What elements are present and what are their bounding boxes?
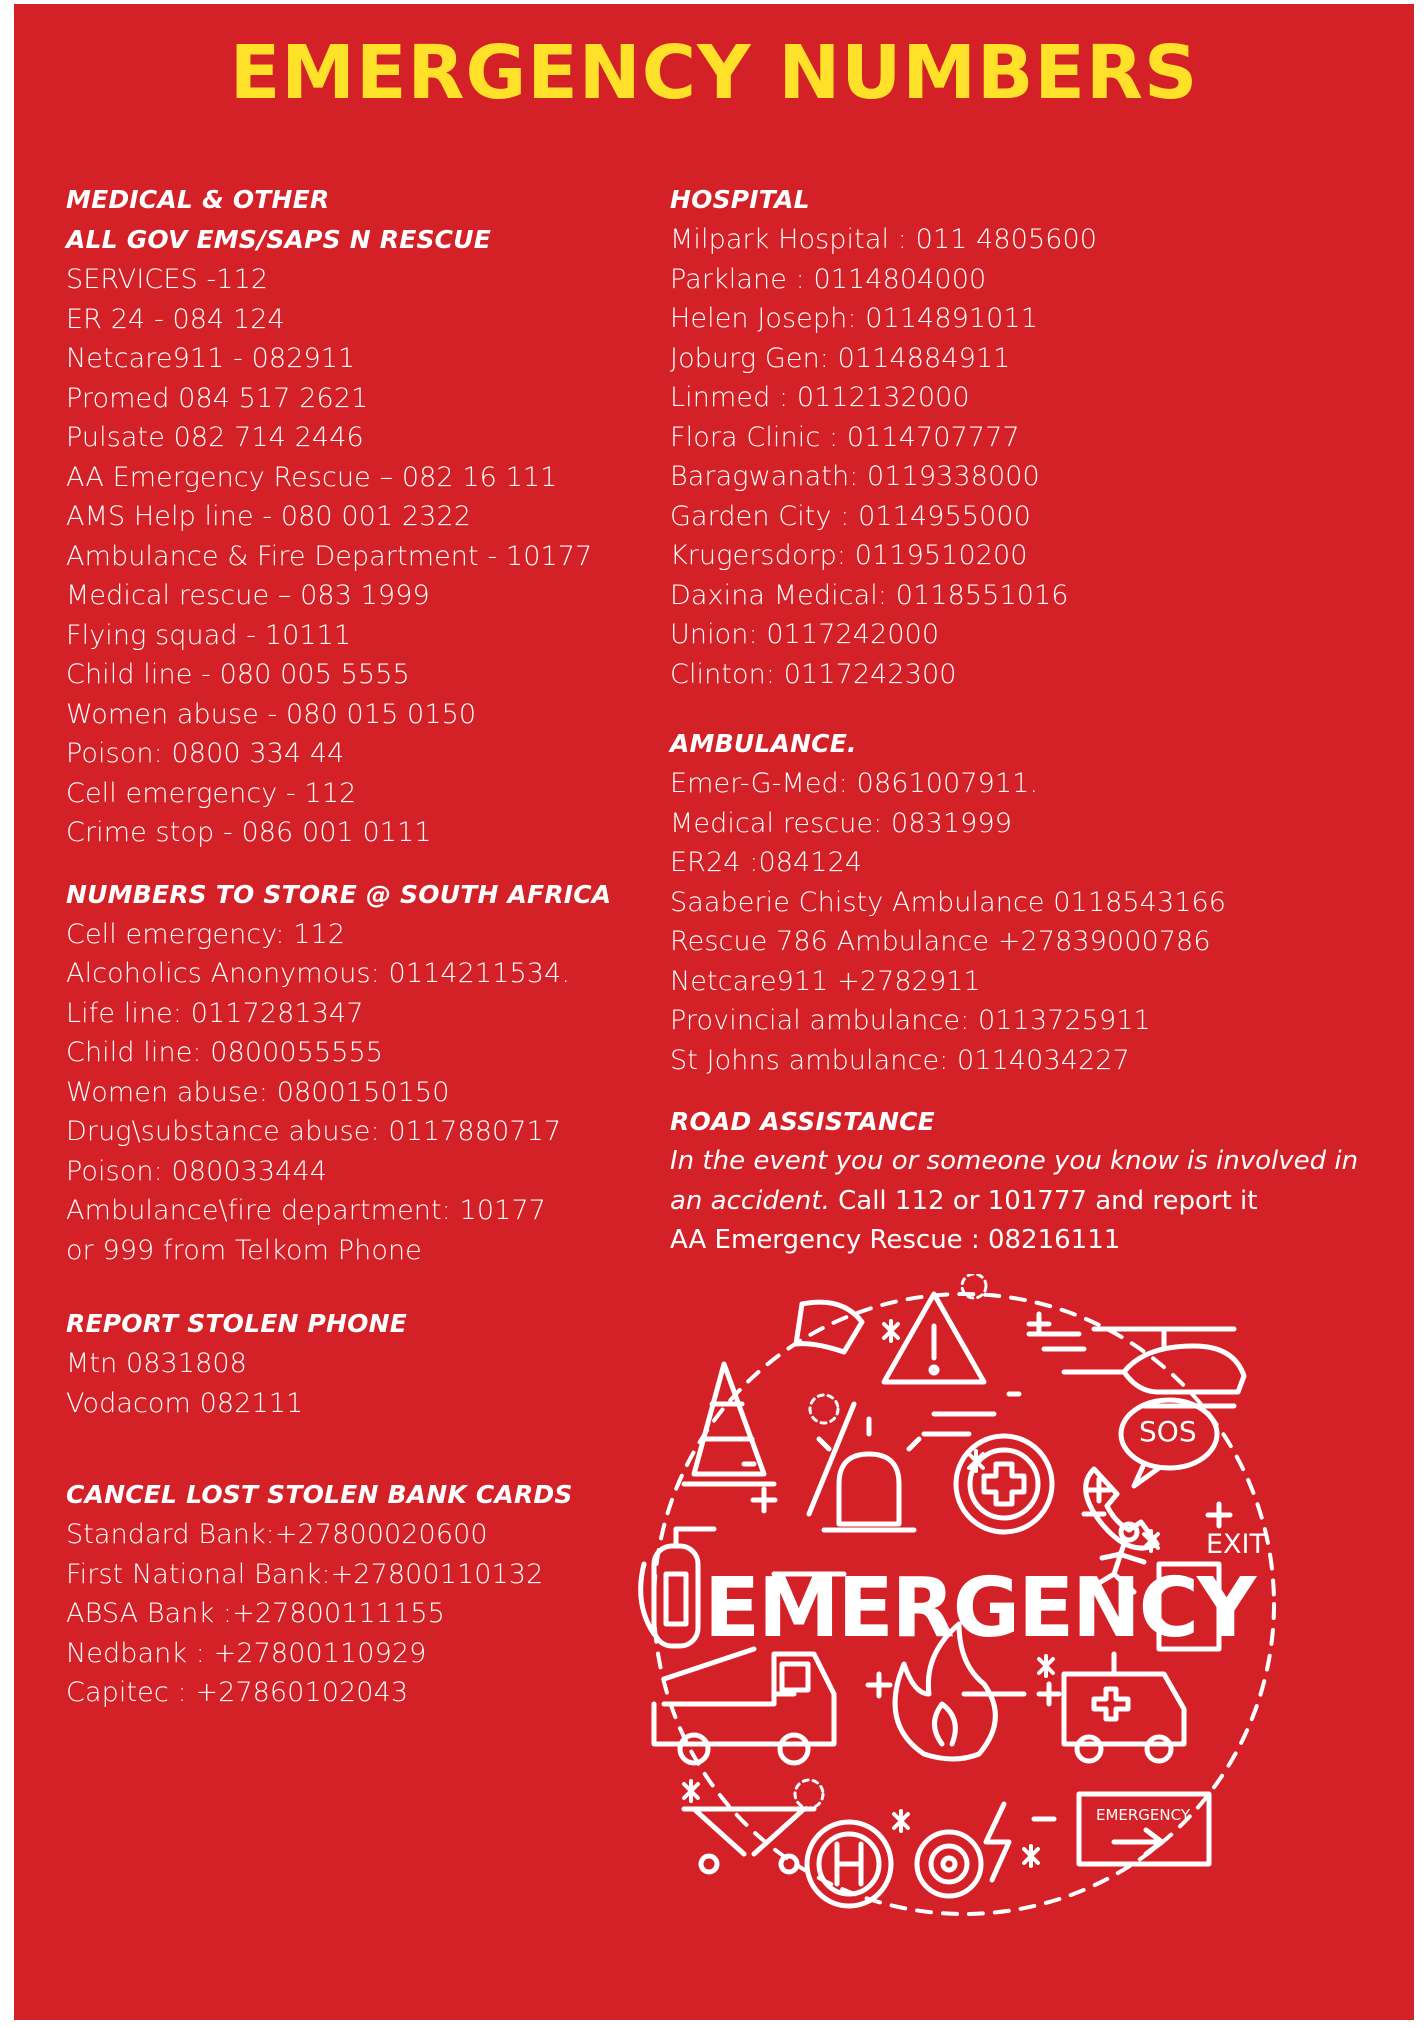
road-note-line-1: In the event you or someone you know is involved in	[670, 1146, 1359, 1176]
list-item: Netcare911 - 082911	[66, 343, 356, 374]
list-item: Women abuse - 080 015 0150	[66, 698, 477, 730]
list-item: Cell emergency - 112	[66, 777, 357, 809]
emergency-illustration	[624, 1274, 1344, 1934]
bank-cards-heading: CANCEL LOST STOLEN BANK CARDS	[66, 1480, 573, 1509]
list-item: Crime stop - 086 001 0111	[66, 817, 432, 848]
list-item: Medical rescue – 083 1999	[66, 580, 430, 611]
ambulance-section	[670, 724, 1390, 1080]
list-item: Cell emergency: 112	[66, 918, 346, 950]
store-heading: NUMBERS TO STORE @ SOUTH AFRICA	[66, 879, 612, 909]
list-item: Provincial ambulance: 0113725911	[670, 1005, 1151, 1036]
list-item: Saaberie Chisty Ambulance 0118543166	[670, 886, 1227, 918]
list-item: or 999 from Telkom Phone	[66, 1234, 422, 1266]
axe-icon	[796, 1302, 862, 1514]
left-column	[66, 180, 666, 1735]
list-item: SERVICES -112	[66, 264, 269, 295]
list-item: ER24 :084124	[670, 847, 863, 878]
stretcher-icon	[684, 1809, 814, 1872]
list-item: ABSA Bank :+27800111155	[66, 1598, 445, 1629]
list-item: Poison: 080033444	[66, 1155, 328, 1187]
sos-label: SOS	[1139, 1415, 1197, 1448]
first-aid-icon	[956, 1436, 1052, 1532]
hospital-section	[670, 180, 1390, 694]
stolen-phone-section	[66, 1304, 666, 1423]
list-item: Mtn 0831808	[66, 1348, 247, 1379]
list-item: Alcoholics Anonymous: 0114211534.	[66, 958, 570, 989]
list-item: Poison: 0800 334 44	[66, 738, 345, 769]
right-column	[670, 180, 1390, 1283]
list-item: Pulsate 082 714 2446	[66, 422, 364, 453]
fire-truck-icon	[654, 1649, 834, 1763]
ambulance-heading: AMBULANCE.	[670, 729, 857, 758]
list-item: Ambulance & Fire Department - 10177	[66, 540, 593, 572]
traffic-cone-icon	[684, 1364, 774, 1484]
fire-extinguisher-icon	[641, 1529, 714, 1646]
store-section	[66, 875, 666, 1271]
siren-icon	[819, 1419, 919, 1530]
list-item: AMS Help line - 080 001 2322	[66, 501, 472, 532]
list-item: Helen Joseph: 0114891011	[670, 303, 1038, 334]
emergency-arrow-sign-icon	[1079, 1794, 1209, 1864]
list-item: Milpark Hospital : 011 4805600	[670, 224, 1098, 255]
list-item: Ambulance\fire department: 10177	[66, 1195, 546, 1226]
medical-section	[66, 180, 666, 853]
list-item: Garden City : 0114955000	[670, 500, 1031, 532]
list-item: Life line: 0117281347	[66, 997, 364, 1029]
list-item: Flying squad - 10111	[66, 619, 352, 651]
list-item: Parklane : 0114804000	[670, 263, 987, 295]
list-item: Drug\substance abuse: 0117880717	[66, 1116, 562, 1147]
list-item: AA Emergency Rescue – 082 16 111	[66, 461, 558, 493]
emergency-poster	[14, 4, 1414, 2020]
list-item: Daxina Medical: 0118551016	[670, 579, 1069, 611]
list-item: Flora Clinic : 0114707777	[670, 421, 1020, 453]
list-item: Child line: 0800055555	[66, 1037, 384, 1068]
fire-hose-icon	[917, 1832, 981, 1896]
list-item: Netcare911 +2782911	[670, 965, 981, 997]
bank-cards-section	[66, 1475, 666, 1713]
list-item: Linmed : 0112132000	[670, 382, 970, 413]
gov-rescue-heading: ALL GOV EMS/SAPS N RESCUE	[66, 225, 492, 254]
list-item: First National Bank:+27800110132	[66, 1558, 544, 1590]
list-item: Child line - 080 005 5555	[66, 659, 410, 690]
medical-heading: MEDICAL & OTHER	[66, 185, 330, 214]
road-assistance-heading: ROAD ASSISTANCE	[670, 1107, 935, 1136]
list-item: Krugersdorp: 0119510200	[670, 540, 1028, 571]
list-item: Clinton: 0117242300	[670, 658, 957, 690]
ambulance-icon	[1064, 1654, 1184, 1761]
list-item: Medical rescue: 0831999	[670, 807, 1013, 839]
list-item: Vodacom 082111	[66, 1387, 304, 1419]
road-note-italic: an accident.	[670, 1185, 830, 1216]
list-item: Women abuse: 0800150150	[66, 1076, 450, 1108]
list-item: Emer-G-Med: 0861007911.	[670, 768, 1039, 799]
road-note-plain: Call 112 or 101777 and report it	[829, 1185, 1258, 1216]
list-item: Capitec : +27860102043	[66, 1677, 409, 1708]
list-item: Nedbank : +27800110929	[66, 1637, 427, 1669]
list-item: Union: 0117242000	[670, 619, 940, 650]
stolen-phone-heading: REPORT STOLEN PHONE	[66, 1309, 408, 1338]
exit-label: EXIT	[1206, 1529, 1267, 1560]
list-item: Baragwanath: 0119338000	[670, 461, 1040, 492]
medical-list	[66, 260, 666, 853]
road-note-line-2	[670, 1182, 1390, 1222]
road-assistance-section	[670, 1102, 1390, 1261]
aa-rescue-line: AA Emergency Rescue : 08216111	[670, 1225, 1121, 1255]
list-item: Joburg Gen: 0114884911	[670, 342, 1011, 374]
emergency-sign-label: EMERGENCY	[1095, 1806, 1190, 1824]
list-item: St Johns ambulance: 0114034227	[670, 1044, 1130, 1076]
list-item: Rescue 786 Ambulance +27839000786	[670, 926, 1211, 957]
helicopter-icon	[1064, 1329, 1244, 1406]
lightning-icon	[986, 1804, 1009, 1880]
hospital-sign-icon	[807, 1822, 891, 1906]
list-item: ER 24 - 084 124	[66, 303, 285, 335]
emergency-word: EMERGENCY	[704, 1561, 1255, 1656]
list-item: Promed 084 517 2621	[66, 382, 369, 414]
page-title: EMERGENCY NUMBERS	[229, 30, 1199, 116]
list-item: Standard Bank:+27800020600	[66, 1519, 488, 1550]
hospital-heading: HOSPITAL	[670, 185, 810, 214]
